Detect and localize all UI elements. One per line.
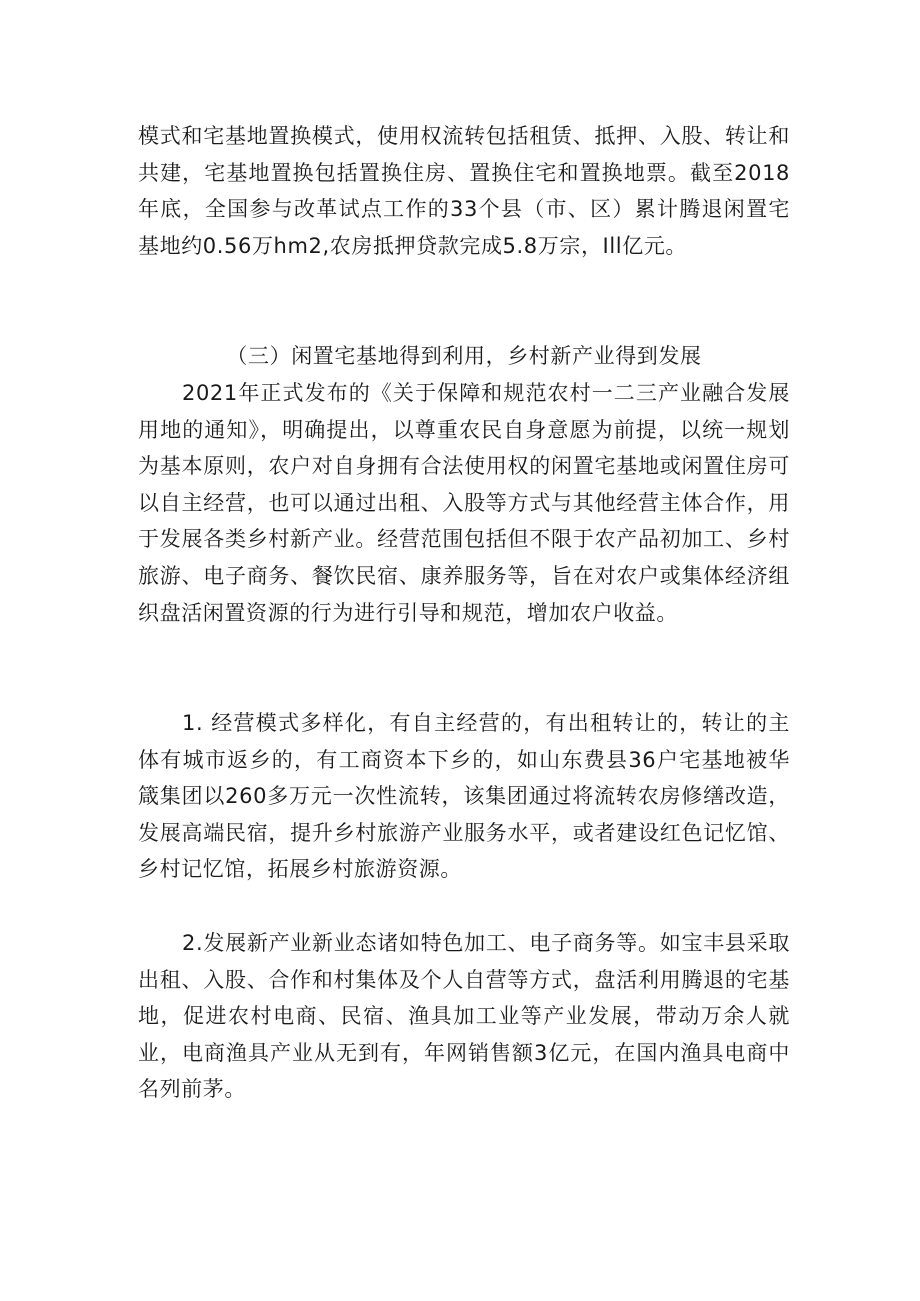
continuation-paragraph-block <box>138 118 790 264</box>
body-paragraph-1-block <box>138 375 790 631</box>
body-paragraph-3-block <box>138 925 790 1108</box>
continuation-paragraph: 模式和宅基地置换模式，使用权流转包括租赁、抵押、入股、转让和共建，宅基地置换包括置换住房、置换住宅和置换地票。截至2018年底，全国参与改革试点工作的33个县（市、区）累计腾退闲置宅基地约0.56万hm2,农房抵押贷款完成5.8万宗，Ill亿元。 <box>138 124 790 258</box>
section-heading: （三）闲置宅基地得到利用，乡村新产业得到发展 <box>226 344 702 368</box>
body-paragraph-2: 1. 经营模式多样化，有自主经营的，有出租转让的，转让的主体有城市返乡的，有工商资本下乡的，如山东费县36户宅基地被华箴集团以260多万元一次性流转，该集团通过将流转农房修缮改造，发展高端民宿，提升乡村旅游产业服务水平，或者建设红色记忆馆、乡村记忆馆，拓展乡村旅游资源。 <box>138 711 790 882</box>
body-paragraph-2-block <box>138 705 790 888</box>
body-paragraph-3: 2.发展新产业新业态诸如特色加工、电子商务等。如宝丰县采取出租、入股、合作和村集体及个人自营等方式，盘活利用腾退的宅基地，促进农村电商、民宿、渔具加工业等产业发展，带动万余人就业，电商渔具产业从无到有，年网销售额3亿元，在国内渔具电商中名列前茅。 <box>138 931 790 1102</box>
body-paragraph-1: 2021年正式发布的《关于保障和规范农村一二三产业融合发展用地的通知》，明确提出，以尊重农民自身意愿为前提，以统一规划为基本原则，农户对自身拥有合法使用权的闲置宅基地或闲置住房可以自主经营，也可以通过出租、入股等方式与其他经营主体合作，用于发展各类乡村新产业。经营范围包括但不限于农产品初加工、乡村旅游、电子商务、餐饮民宿、康养服务等，旨在对农户或集体经济组织盘活闲置资源的行为进行引导和规范，增加农户收益。 <box>138 381 790 625</box>
